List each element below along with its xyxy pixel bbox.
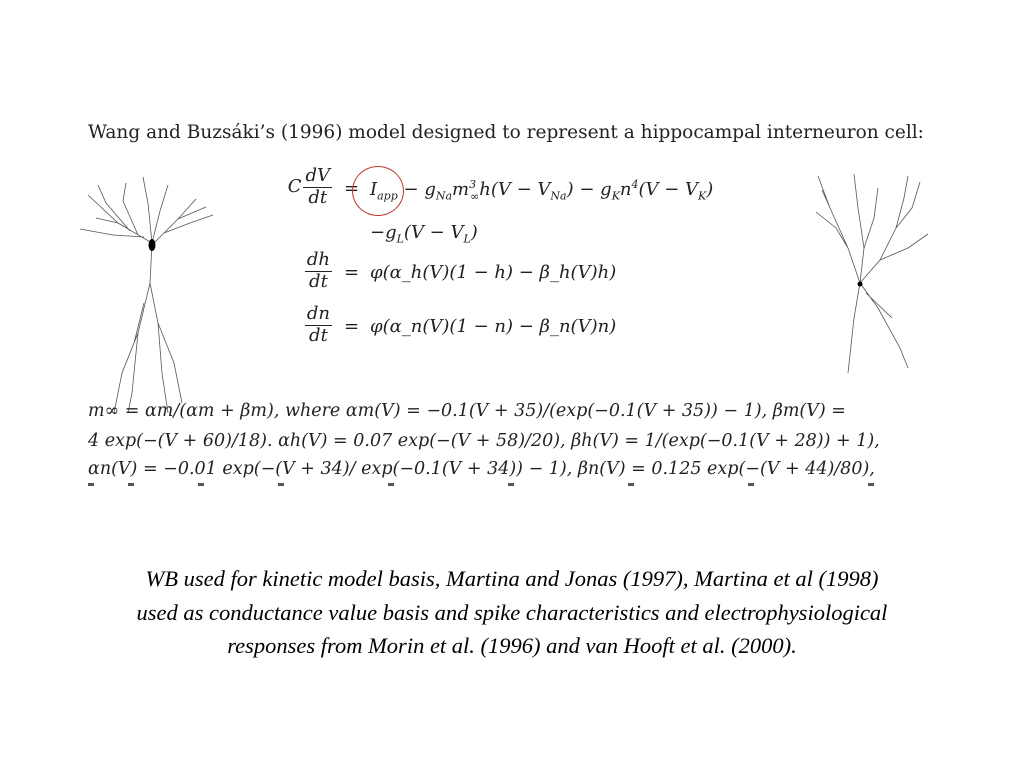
- gna-subscript: Na: [435, 189, 453, 203]
- dvdt-denominator: dt: [308, 186, 328, 208]
- iapp-highlight-circle: [352, 166, 404, 216]
- equals-sign-2: =: [344, 262, 360, 283]
- dndt-rhs: φ(α_n(V)(1 − n) − β_n(V)n): [370, 316, 617, 337]
- dvdt-lhs: [258, 166, 334, 208]
- gl-symbol: −g: [370, 222, 397, 243]
- m-subscript: ∞: [470, 189, 480, 203]
- dhdt-lhs: [258, 250, 334, 292]
- capacitance-symbol: C: [287, 176, 302, 198]
- dndt-lhs: [258, 304, 334, 346]
- figure-title: Wang and Buzsáki’s (1996) model designed to represent a hippocampal interneuron cell:: [88, 122, 924, 143]
- vna-subscript: Na: [550, 189, 567, 203]
- vk-term: (V − V: [638, 179, 699, 200]
- dhdt-numerator: dh: [306, 249, 330, 270]
- right-neuron-icon: [808, 168, 938, 373]
- rate-line-1: m∞ = αm/(αm + βm), where αm(V) = −0.1(V + 35)/(exp(−0.1(V + 35)) − 1), βm(V) =: [88, 401, 846, 421]
- left-neuron-icon: [78, 163, 228, 413]
- n-exponent: 4: [631, 178, 639, 191]
- iapp-subscript: app: [377, 189, 398, 203]
- gk-subscript: K: [611, 189, 620, 203]
- dndt-denominator: dt: [309, 324, 328, 346]
- equals-sign-3: =: [344, 316, 360, 337]
- gk-symbol: ) − g: [566, 179, 612, 200]
- vna-term: h(V − V: [479, 179, 551, 200]
- m-exponent: 3: [469, 178, 477, 191]
- gl-subscript: L: [396, 232, 404, 246]
- iapp-symbol: I: [370, 179, 378, 200]
- n-symbol: n: [619, 179, 632, 200]
- vk-subscript: K: [698, 189, 707, 203]
- dhdt-fraction: [305, 250, 332, 292]
- caption-line-3: responses from Morin et al. (1996) and van Hooft et al. (2000).: [227, 633, 797, 658]
- leak-term: [370, 222, 478, 246]
- cropped-text-remnant: [88, 483, 948, 491]
- dvdt-rhs: [370, 178, 713, 203]
- closing-paren: ): [706, 179, 714, 200]
- model-equations: [258, 158, 798, 418]
- caption-line-2: used as conductance value basis and spike characteristics and electrophysiological: [136, 599, 888, 625]
- dvdt-numerator: dV: [305, 165, 330, 186]
- rate-line-3: αn(V) = −0.01 exp(−(V + 34)/ exp(−0.1(V + 34)) − 1), βn(V) = 0.125 exp(−(V + 44)/80),: [88, 459, 875, 479]
- leak-closing-paren: ): [470, 222, 478, 243]
- slide-caption: [20, 562, 1004, 663]
- gna-symbol: − g: [403, 179, 436, 200]
- vl-subscript: L: [463, 232, 471, 246]
- vl-term: (V − V: [403, 222, 464, 243]
- m-symbol: m: [452, 179, 470, 200]
- dhdt-rhs: φ(α_h(V)(1 − h) − β_h(V)h): [370, 262, 617, 283]
- dhdt-denominator: dt: [309, 270, 328, 292]
- rate-line-2: 4 exp(−(V + 60)/18). αh(V) = 0.07 exp(−(V + 58)/20), βh(V) = 1/(exp(−0.1(V + 28)) + 1),: [88, 431, 880, 451]
- equals-sign: =: [344, 178, 360, 199]
- dvdt-fraction: [303, 166, 332, 208]
- dndt-fraction: [305, 304, 332, 346]
- caption-line-1: WB used for kinetic model basis, Martina and Jonas (1997), Martina et al (1998): [145, 566, 879, 591]
- dndt-numerator: dn: [306, 303, 330, 324]
- scanned-figure: [78, 108, 958, 498]
